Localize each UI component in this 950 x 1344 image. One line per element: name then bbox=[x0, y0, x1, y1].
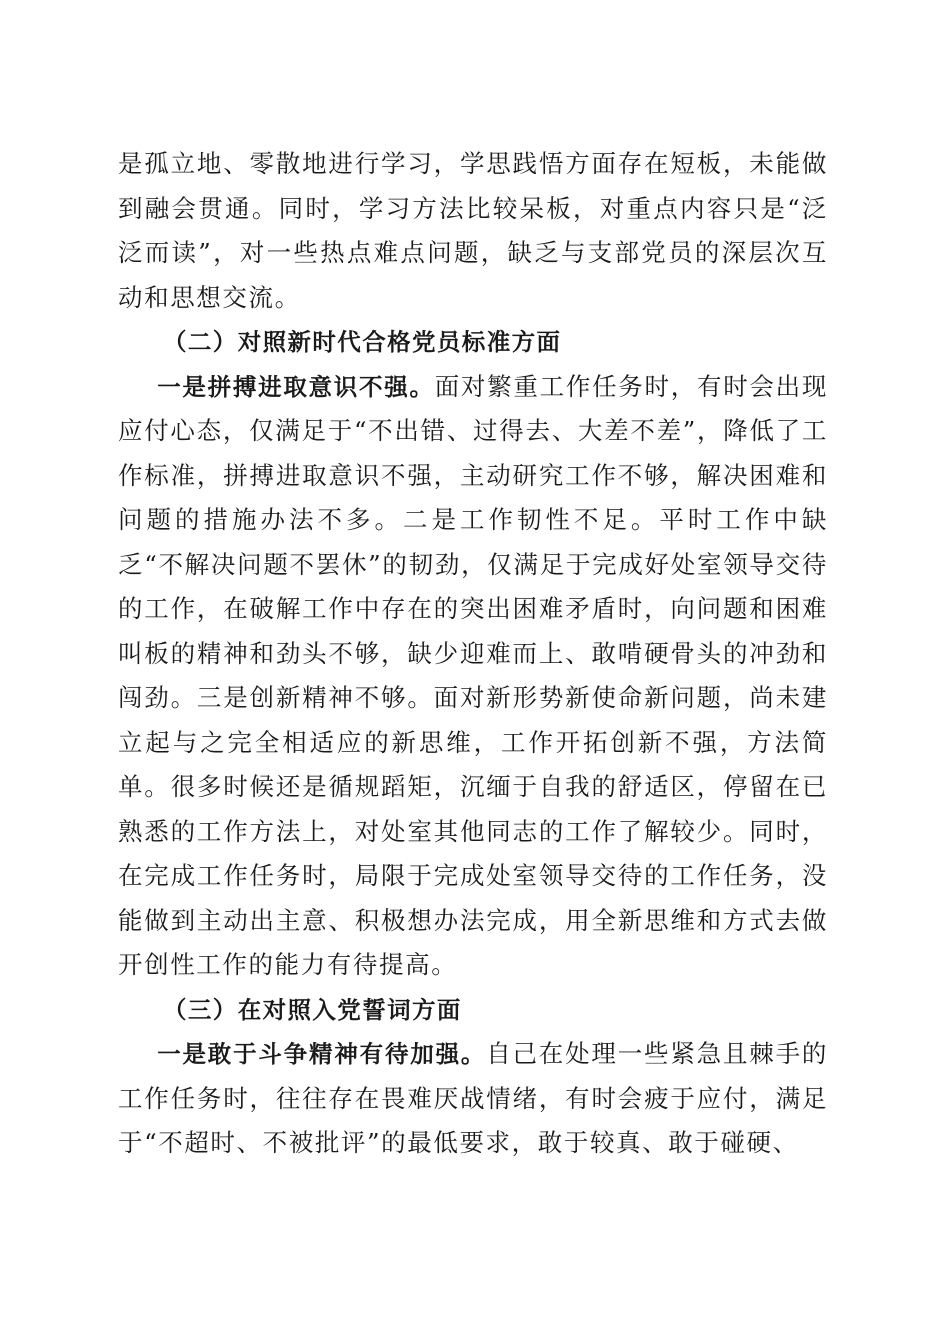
paragraph-section-3 bbox=[118, 1032, 828, 1166]
section-heading-3: （三）在对照入党誓词方面 bbox=[163, 995, 462, 1024]
paragraph-body: 自己在处理一些紧急且棘手的工作任务时，往往存在畏难厌战情绪，有时会疲于应付，满足于“不超时、不被批评”的最低要求，敢于较真、敢于碰硬、 bbox=[118, 1039, 828, 1157]
paragraph-body: 面对繁重工作任务时，有时会出现应付心态，仅满足于“不出错、过得去、大差不差”，降低了工作标准，拼搏进取意识不强，主动研究工作不够，解决困难和问题的措施办法不多。二是工作韧性不足。平时工作中缺乏“不解决问题不罢休”的韧劲，仅满足于完成好处室领导交待的工作，在破解工作中存在的突出困难矛盾时，向问题和困难叫板的精神和劲头不够，缺少迎难而上、敢啃硬骨头的冲劲和闯劲。三是创新精神不够。面对新形势新使命新问题，尚未建立起与之完全相适应的新思维，工作开拓创新不强，方法简单。很多时候还是循规蹈矩，沉缅于自我的舒适区，停留在已熟悉的工作方法上，对处室其他同志的工作了解较少。同时，在完成工作任务时，局限于完成处室领导交待的工作任务，没能做到主动出主意、积极想办法完成，用全新思维和方式去做开创性工作的能力有待提高。 bbox=[118, 371, 828, 979]
paragraph-lead: 一是敢于斗争精神有待加强。 bbox=[157, 1040, 487, 1068]
paragraph-continuation: 是孤立地、零散地进行学习，学思践悟方面存在短板，未能做到融会贯通。同时，学习方法比较呆板，对重点内容只是“泛泛而读”，对一些热点难点问题，缺乏与支部党员的深层次互动和思想交流。 bbox=[118, 149, 828, 312]
paragraph-lead: 一是拼搏进取意识不强。 bbox=[157, 372, 435, 401]
paragraph-section-2 bbox=[118, 365, 828, 988]
document-body bbox=[118, 142, 828, 1166]
section-heading-2: （二）对照新时代合格党员标准方面 bbox=[163, 328, 562, 356]
